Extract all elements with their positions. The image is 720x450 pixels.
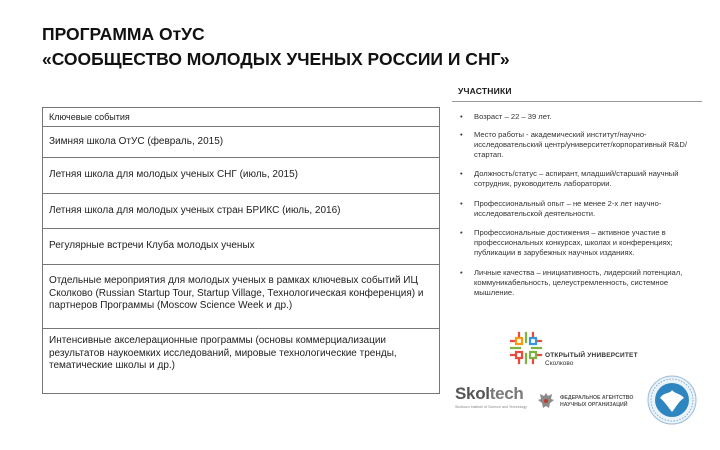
bullet-icon: •: [460, 228, 463, 237]
participant-criterion: [460, 268, 706, 298]
participant-criterion: [460, 169, 706, 189]
skoltech-wordmark: [455, 384, 527, 404]
globe-emblem-icon: [646, 374, 698, 426]
skoltech-logo: [455, 384, 527, 409]
participants-heading: УЧАСТНИКИ: [458, 86, 512, 96]
key-events-table: [42, 107, 440, 394]
event-row: Летняя школа для молодых ученых стран БРИКС (июль, 2016): [42, 194, 440, 229]
open-university-name: ОТКРЫТЫЙ УНИВЕРСИТЕТ: [545, 352, 638, 359]
open-university-subtitle: Сколково: [545, 360, 574, 367]
event-row: Регулярные встречи Клуба молодых ученых: [42, 229, 440, 265]
open-university-logo-icon: [508, 330, 544, 366]
event-row: Летняя школа для молодых ученых СНГ (июль, 2015): [42, 158, 440, 194]
bullet-icon: •: [460, 112, 463, 121]
event-row: Интенсивные акселерационные программы (основы коммерциализации результатов наукоемких исследований, мировые технологические тренды, тематические школы и др.): [42, 329, 440, 394]
participant-criterion: [460, 199, 706, 219]
bullet-icon: •: [460, 130, 463, 139]
event-row: Отдельные мероприятия для молодых ученых в рамках ключевых событий ИЦ Сколково (Russian Startup Tour, Startup Village, Технологическая конференция) и партнеров Программы (Moscow Science Week и др.): [42, 265, 440, 329]
participant-criterion-text: Личные качества – инициативность, лидерский потенциал, коммуникабельность, целеустремленность, системное мышление.: [474, 268, 683, 297]
participant-criterion-text: Профессиональные достижения – активное участие в профессиональных конкурсах, школах и конференциях; публикации в зарубежных научных изданиях.: [474, 228, 673, 257]
participant-criterion-text: Возраст – 22 – 39 лет.: [474, 112, 552, 121]
skoltech-wordmark-b: tech: [489, 384, 524, 403]
participants-list: [460, 112, 706, 298]
participant-criterion-text: Место работы - академический институт/научно-исследовательский центр/университет/корпоративный R&D/стартап.: [474, 130, 687, 159]
open-university-caption: [545, 352, 638, 368]
page-title: [42, 22, 702, 72]
skoltech-subtitle: Skolkovo Institute of Science and Technology: [455, 405, 528, 409]
bullet-icon: •: [460, 169, 463, 178]
federal-agency-caption: [560, 395, 633, 408]
bullet-icon: •: [460, 268, 463, 277]
participant-criterion-text: Профессиональный опыт – не менее 2-х лет научно-исследовательской деятельности.: [474, 199, 662, 218]
double-headed-eagle-icon: [537, 391, 555, 411]
participants-divider: [452, 101, 702, 102]
participant-criterion: [460, 130, 706, 160]
federal-agency-line-1: ФЕДЕРАЛЬНОЕ АГЕНТСТВО: [560, 395, 634, 401]
event-row: Зимняя школа ОтУС (февраль, 2015): [42, 127, 440, 158]
bullet-icon: •: [460, 199, 463, 208]
page-title-line-2: «СООБЩЕСТВО МОЛОДЫХ УЧЕНЫХ РОССИИ И СНГ»: [42, 49, 510, 69]
page-title-line-1: ПРОГРАММА ОтУС: [42, 24, 205, 44]
participant-criterion: [460, 112, 706, 122]
participant-criterion: [460, 228, 706, 258]
skoltech-wordmark-a: Skol: [455, 384, 490, 403]
participant-criterion-text: Должность/статус – аспирант, младший/старший научный сотрудник, руководитель лаборатории.: [474, 169, 679, 188]
federal-agency-line-2: НАУЧНЫХ ОРГАНИЗАЦИЙ: [560, 401, 628, 408]
key-events-header: Ключевые события: [42, 107, 440, 127]
